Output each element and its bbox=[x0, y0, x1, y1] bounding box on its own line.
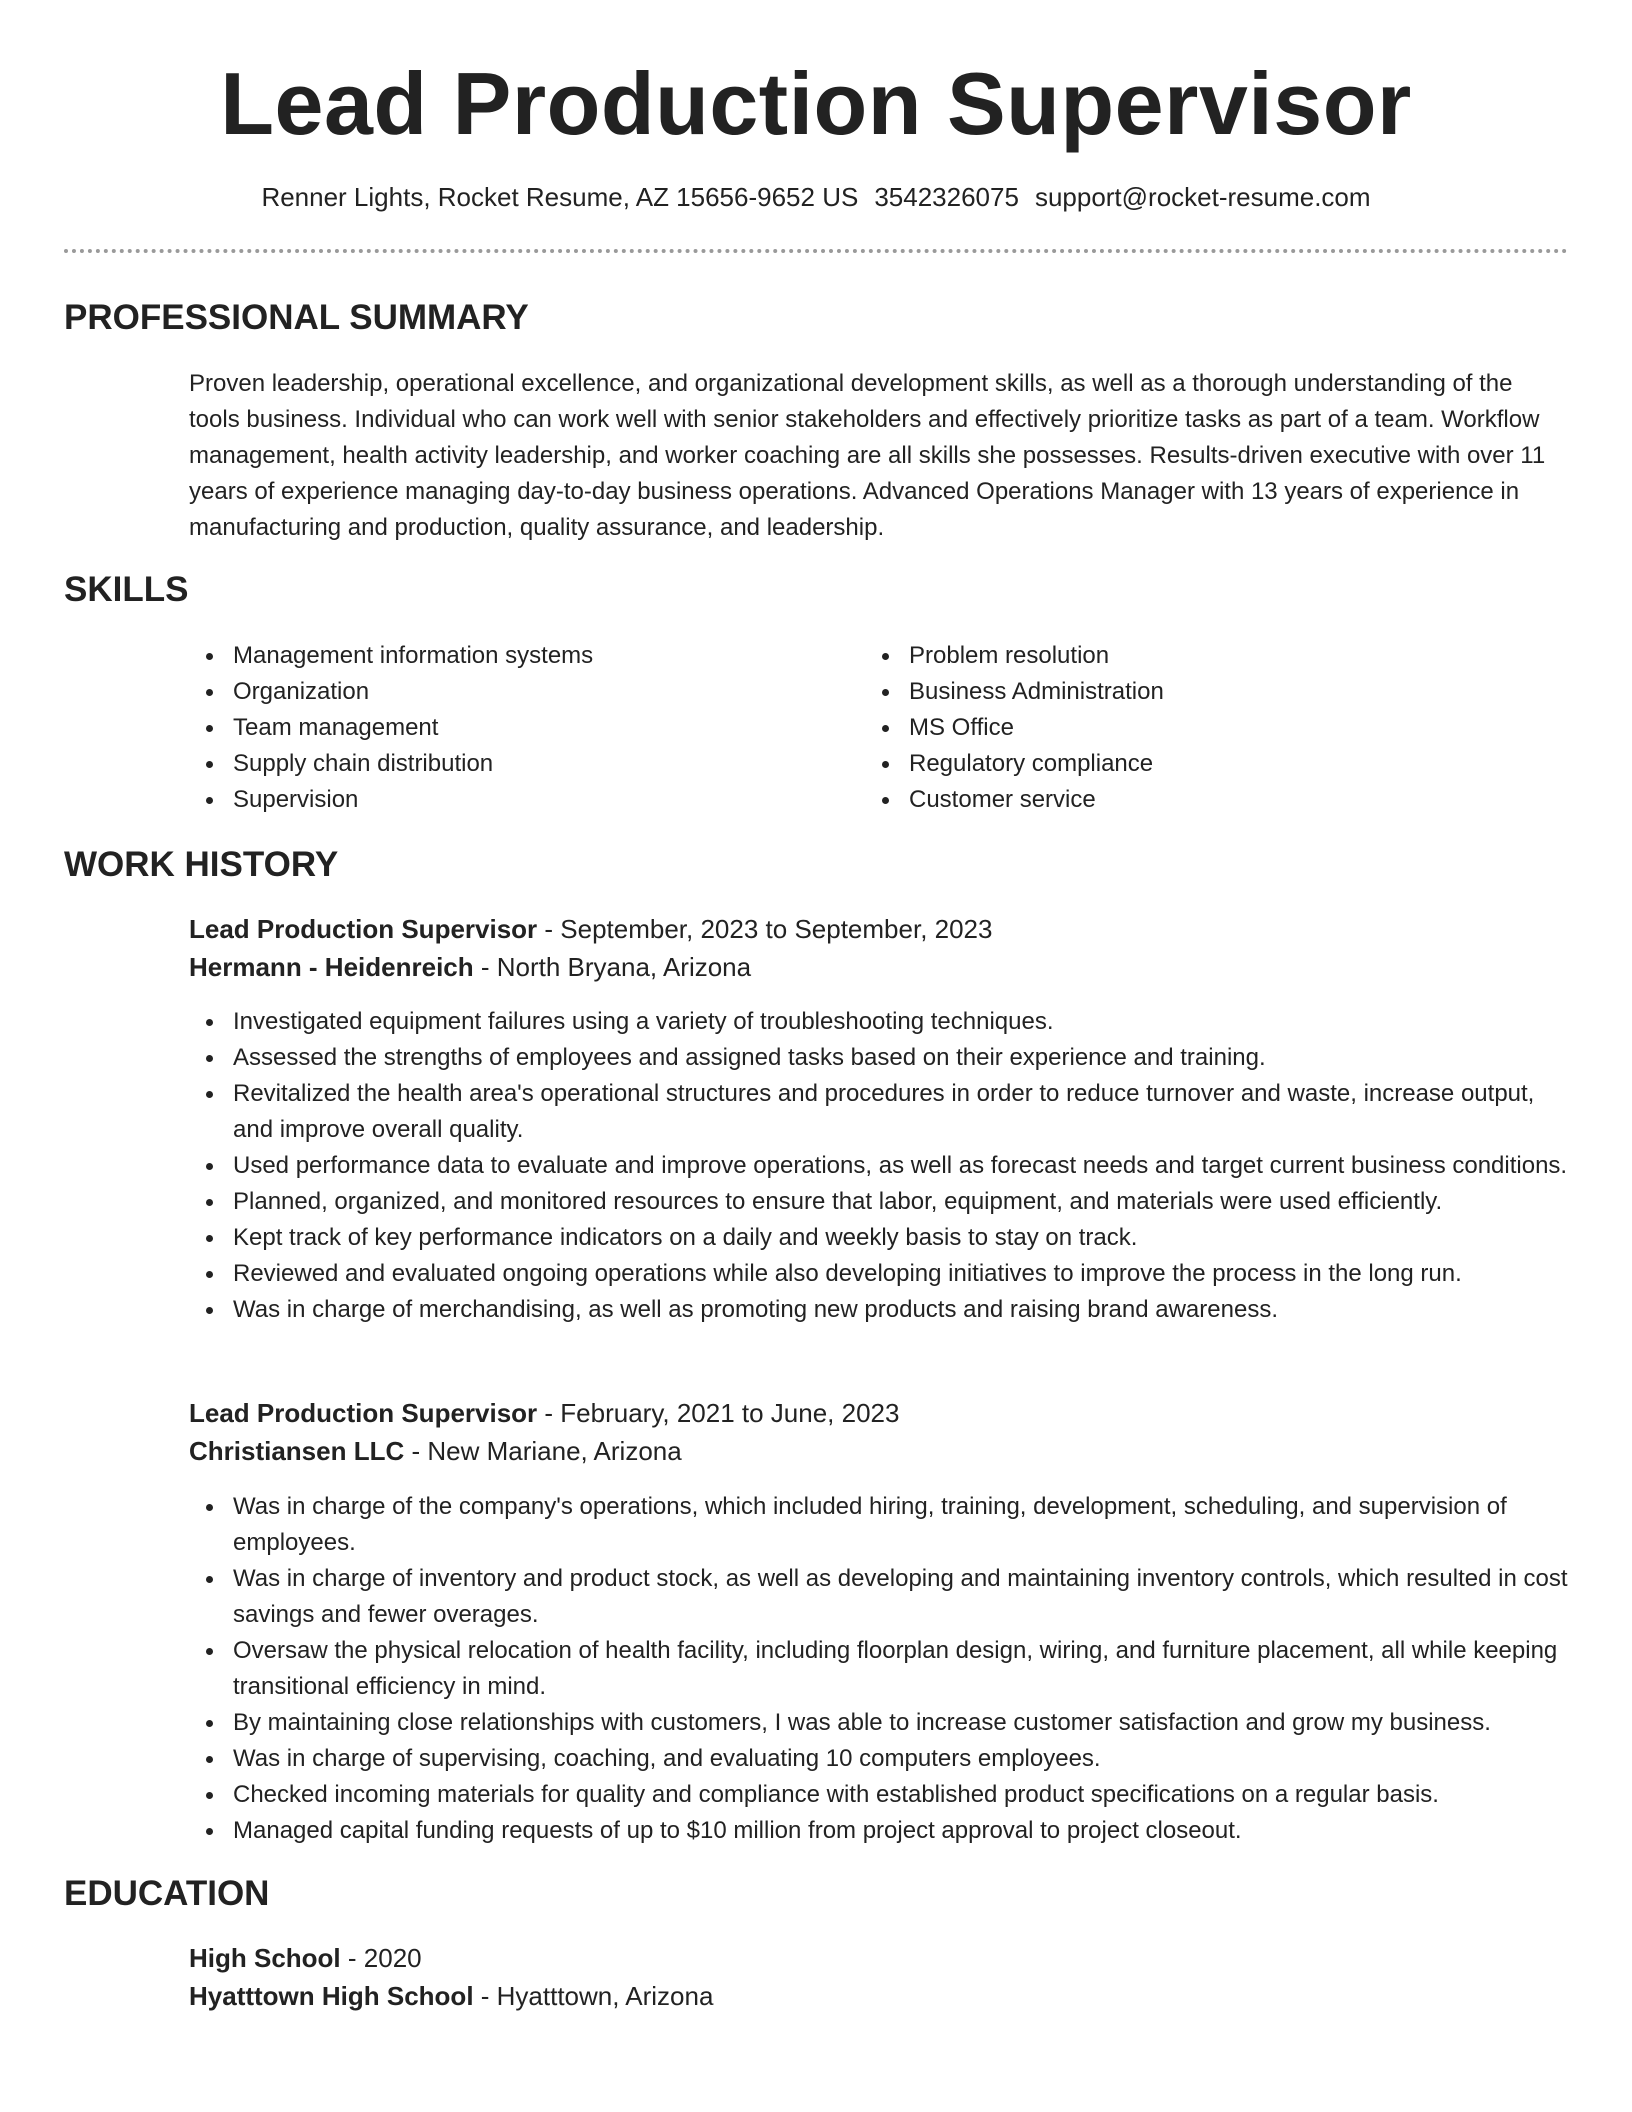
skill-item: MS Office bbox=[909, 710, 1541, 746]
summary-heading: PROFESSIONAL SUMMARY bbox=[64, 298, 529, 337]
job-bullet: Was in charge of merchandising, as well as promoting new products and raising brand awareness. bbox=[233, 1292, 1569, 1328]
education-degree: High School bbox=[189, 1943, 341, 1973]
skills-heading: SKILLS bbox=[64, 570, 189, 609]
job-1-company: Hermann - Heidenreich bbox=[189, 952, 474, 982]
skill-item: Business Administration bbox=[909, 674, 1541, 710]
skill-item: Supervision bbox=[233, 782, 865, 818]
resume-name: Lead Production Supervisor bbox=[220, 54, 1412, 153]
job-bullet: By maintaining close relationships with customers, I was able to increase customer satisfaction and grow my business. bbox=[233, 1705, 1569, 1741]
job-bullet: Planned, organized, and monitored resources to ensure that labor, equipment, and materials were used efficiently. bbox=[233, 1184, 1569, 1220]
education-heading: EDUCATION bbox=[64, 1874, 270, 1913]
job-bullet: Assessed the strengths of employees and assigned tasks based on their experience and training. bbox=[233, 1040, 1569, 1076]
job-2-title: Lead Production Supervisor bbox=[189, 1398, 538, 1428]
job-bullet: Investigated equipment failures using a variety of troubleshooting techniques. bbox=[233, 1004, 1569, 1040]
summary-text: Proven leadership, operational excellence, and organizational development skills, as well as a thorough understanding of the tools business. Individual who can work well with senior stakeholders and effectively prioritize tasks as part of a team. Workflow management, health activity leadership, and worker coaching are all skills she possesses. Results-driven executive with over 11 years of experience managing day-to-day business operations. Advanced Operations Manager with 13 years of experience in manufacturing and production, quality assurance, and leadership. bbox=[189, 370, 1546, 541]
job-2-location: - New Mariane, Arizona bbox=[404, 1436, 682, 1466]
job-bullet: Managed capital funding requests of up to $10 million from project approval to project closeout. bbox=[233, 1813, 1569, 1849]
job-bullet: Checked incoming materials for quality and compliance with established product specifications on a regular basis. bbox=[233, 1777, 1569, 1813]
skills-column-left bbox=[189, 638, 865, 818]
job-bullet: Was in charge of inventory and product stock, as well as developing and maintaining inventory controls, which resulted in cost savings and fewer overages. bbox=[233, 1561, 1569, 1633]
education-degree-line bbox=[189, 1939, 1569, 1977]
job-1-dates: - September, 2023 to September, 2023 bbox=[537, 914, 993, 944]
skill-item: Customer service bbox=[909, 782, 1541, 818]
education-school-line bbox=[189, 1977, 1569, 2015]
job-bullet: Used performance data to evaluate and improve operations, as well as forecast needs and target current business conditions. bbox=[233, 1148, 1569, 1184]
job-2-company-line bbox=[189, 1432, 1569, 1470]
skills-column-right bbox=[865, 638, 1541, 818]
skill-item: Regulatory compliance bbox=[909, 746, 1541, 782]
header-divider bbox=[64, 249, 1568, 253]
contact-email: support@rocket-resume.com bbox=[1034, 182, 1371, 212]
job-2-company: Christiansen LLC bbox=[189, 1436, 405, 1466]
job-bullet: Reviewed and evaluated ongoing operations while also developing initiatives to improve the process in the long run. bbox=[233, 1256, 1569, 1292]
skill-item: Management information systems bbox=[233, 638, 865, 674]
job-2-dates: - February, 2021 to June, 2023 bbox=[537, 1398, 900, 1428]
job-1-title: Lead Production Supervisor bbox=[189, 914, 538, 944]
job-1-bullets bbox=[189, 1004, 1569, 1328]
education-year: - 2020 bbox=[340, 1943, 422, 1973]
job-bullet: Kept track of key performance indicators on a daily and weekly basis to stay on track. bbox=[233, 1220, 1569, 1256]
skills-list bbox=[189, 638, 1569, 818]
education-school: Hyatttown High School bbox=[189, 1981, 474, 2011]
skill-item: Organization bbox=[233, 674, 865, 710]
job-2-title-line bbox=[189, 1394, 1569, 1432]
contact-phone: 3542326075 bbox=[874, 182, 1019, 212]
job-1-location: - North Bryana, Arizona bbox=[473, 952, 752, 982]
contact-address: Renner Lights, Rocket Resume, AZ 15656-9652 US bbox=[261, 182, 859, 212]
job-bullet: Was in charge of supervising, coaching, and evaluating 10 computers employees. bbox=[233, 1741, 1569, 1777]
skill-item: Problem resolution bbox=[909, 638, 1541, 674]
job-bullet: Was in charge of the company's operations, which included hiring, training, development, scheduling, and supervision of employees. bbox=[233, 1489, 1569, 1561]
job-1-company-line bbox=[189, 948, 1569, 986]
job-bullet: Revitalized the health area's operational structures and procedures in order to reduce turnover and waste, increase output, and improve overall quality. bbox=[233, 1076, 1569, 1148]
job-1-title-line bbox=[189, 910, 1569, 948]
education-location: - Hyatttown, Arizona bbox=[473, 1981, 714, 2011]
contact-line bbox=[0, 177, 1632, 217]
job-2-bullets bbox=[189, 1489, 1569, 1849]
job-bullet: Oversaw the physical relocation of health facility, including floorplan design, wiring, and furniture placement, all while keeping transitional efficiency in mind. bbox=[233, 1633, 1569, 1705]
skill-item: Team management bbox=[233, 710, 865, 746]
skill-item: Supply chain distribution bbox=[233, 746, 865, 782]
work-heading: WORK HISTORY bbox=[64, 845, 339, 884]
